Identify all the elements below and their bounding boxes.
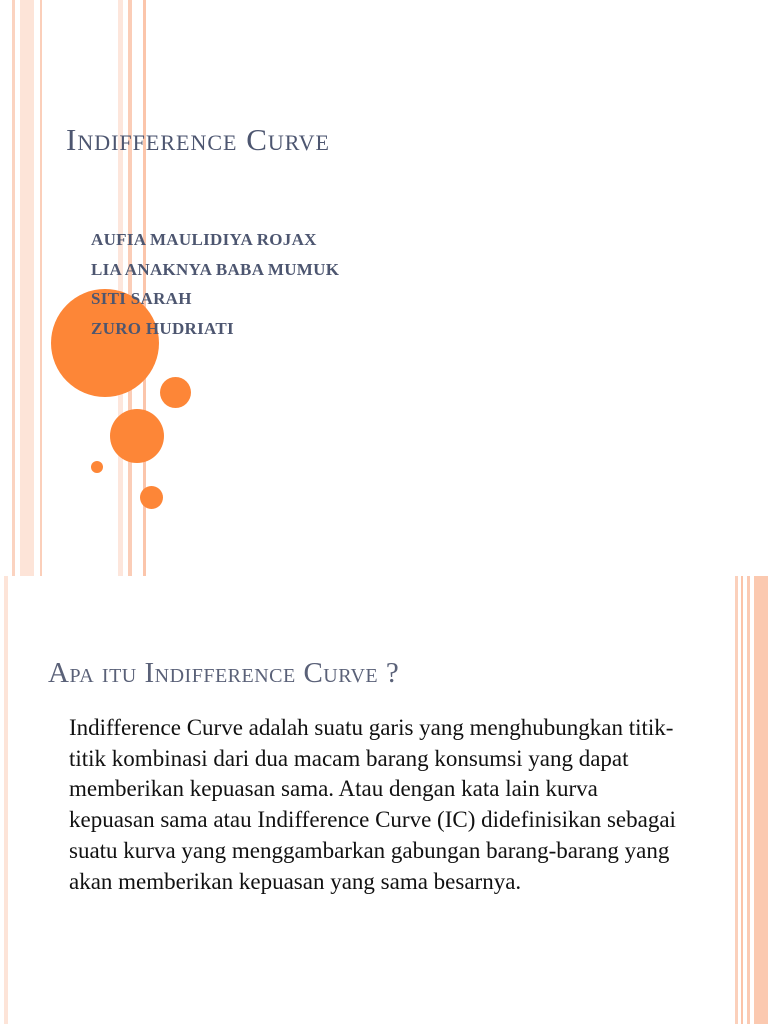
slide-title: Apa itu Indifference Curve ? xyxy=(48,657,400,689)
decorative-stripe xyxy=(741,576,743,1024)
decorative-circle xyxy=(160,377,191,408)
decorative-circle xyxy=(110,409,164,463)
author-list xyxy=(91,229,339,347)
author-name: ZURO HUDRIATI xyxy=(91,318,234,338)
body-text: Indifference Curve adalah suatu garis yang menghubungkan titik-titik kombinasi dari dua macam barang konsumsi yang dapat memberikan kepuasan sama. Atau dengan kata lain kurva kepuasan sama atau Indifference Curve (IC) didefinisikan sebagai suatu kurva yang menggambarkan gabungan barang-barang yang akan memberikan kepuasan yang sama besarnya. xyxy=(69,715,676,894)
author-name: SITI SARAH xyxy=(91,289,192,308)
decorative-stripe xyxy=(40,0,42,576)
decorative-circle xyxy=(140,486,163,509)
decorative-stripe xyxy=(4,576,8,1024)
slide-title: Indifference Curve xyxy=(66,122,330,157)
author-name: AUFIA MAULIDIYA ROJAX xyxy=(91,230,317,249)
decorative-stripe xyxy=(747,576,750,1024)
decorative-stripe xyxy=(754,576,768,1024)
decorative-stripe xyxy=(735,576,738,1024)
author-name: LIA ANAKNYA BABA MUMUK xyxy=(91,259,340,279)
decorative-circle xyxy=(91,461,103,473)
content-slide xyxy=(0,576,768,1024)
decorative-stripe xyxy=(20,0,34,576)
decorative-stripe xyxy=(12,0,15,576)
